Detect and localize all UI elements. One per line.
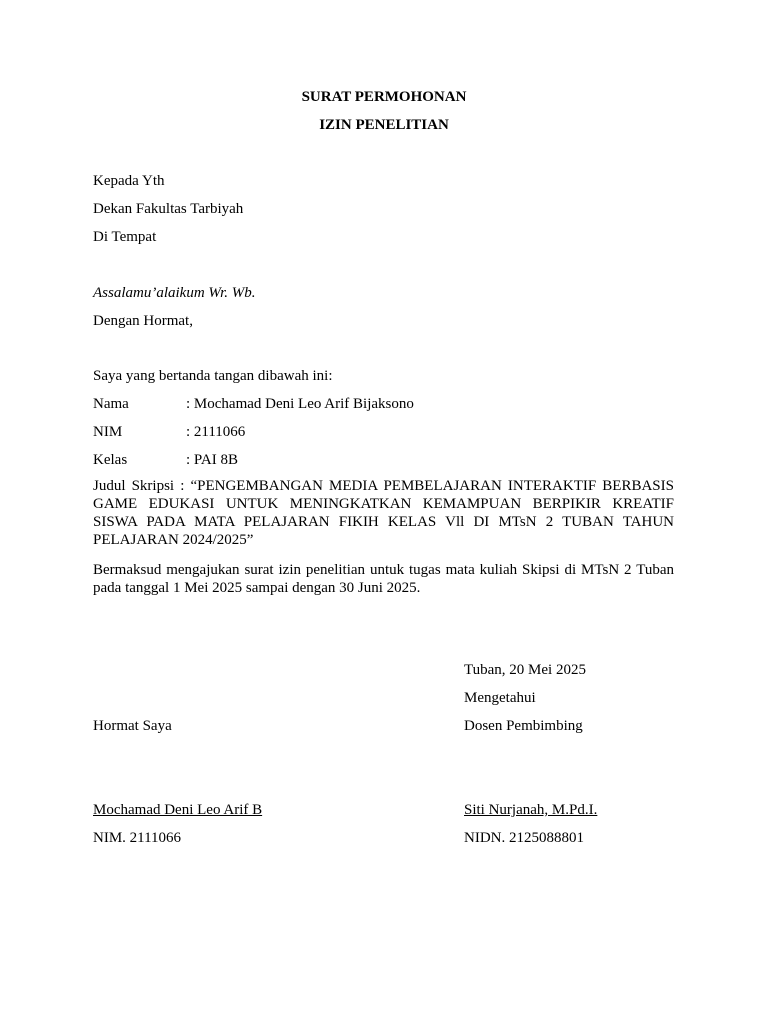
kelas-label: Kelas	[93, 452, 128, 468]
recipient-line-3: Di Tempat	[93, 229, 157, 245]
recipient-line-2: Dekan Fakultas Tarbiyah	[93, 201, 244, 217]
place-date: Tuban, 20 Mei 2025	[464, 662, 586, 678]
nama-label: Nama	[93, 396, 129, 412]
letter-subtitle: IZIN PENELITIAN	[319, 117, 449, 133]
supervisor-name: Siti Nurjanah, M.Pd.I.	[464, 802, 598, 818]
greeting: Assalamu’alaikum Wr. Wb.	[93, 285, 256, 301]
sender-nim: NIM. 2111066	[93, 830, 182, 846]
supervisor-nidn: NIDN. 2125088801	[464, 830, 584, 846]
intro-text: Saya yang bertanda tangan dibawah ini:	[93, 368, 333, 384]
sender-closing: Hormat Saya	[93, 718, 172, 734]
sender-name: Mochamad Deni Leo Arif B	[93, 802, 263, 818]
letter-title: SURAT PERMOHONAN	[301, 89, 467, 105]
recipient-line-1: Kepada Yth	[93, 173, 165, 189]
supervisor-heading: Dosen Pembimbing	[464, 718, 583, 734]
purpose-paragraph: Bermaksud mengajukan surat izin penelitian untuk tugas mata kuliah Skipsi di MTsN 2 Tuban pada tanggal 1 Mei 2025 sampai dengan 30 Juni 2025.	[93, 562, 674, 596]
thesis-title-paragraph: Judul Skripsi : “PENGEMBANGAN MEDIA PEMBELAJARAN INTERAKTIF BERBASIS GAME EDUKASI UNTUK MENINGKATKAN KEMAMPUAN BERPIKIR KREATIF SISWA PADA MATA PELAJARAN FIKIH KELAS Vll DI MTsN 2 TUBAN TAHUN PELAJARAN 2024/2025”	[93, 478, 674, 548]
nim-value: : 2111066	[186, 424, 246, 440]
salutation: Dengan Hormat,	[93, 313, 193, 329]
nim-label: NIM	[93, 424, 123, 440]
nama-value: : Mochamad Deni Leo Arif Bijaksono	[186, 396, 414, 412]
acknowledged-label: Mengetahui	[464, 690, 536, 706]
kelas-value: : PAI 8B	[186, 452, 238, 468]
